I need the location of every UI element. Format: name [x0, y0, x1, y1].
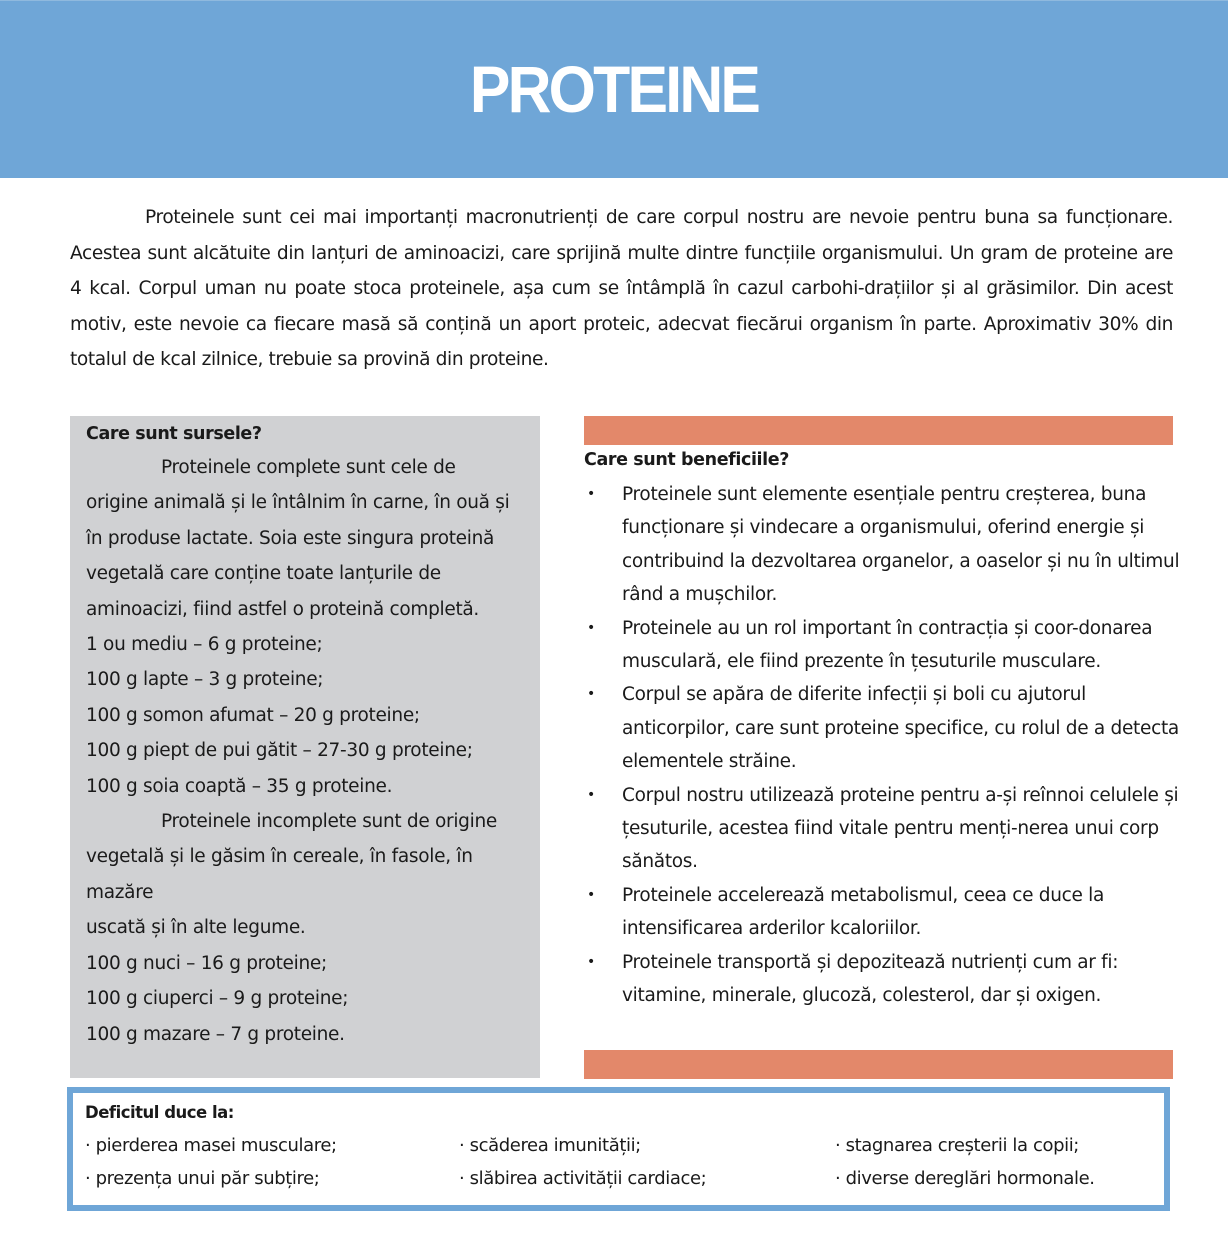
bullet-icon: • — [587, 953, 595, 970]
deficit-item: · slăbirea activității cardiace; — [459, 1168, 707, 1189]
benefit-item: • Proteinele au un rol important în contracția și coor-donarea musculară, ele fiind prezente în țesuturile musculare. — [584, 612, 1184, 679]
deficit-list — [85, 1129, 1152, 1195]
deficit-box — [67, 1087, 1170, 1211]
sources-line: uscată și în alte legume. — [86, 917, 306, 939]
sources-line: Proteinele incomplete sunt de origine — [161, 811, 497, 833]
benefits-top-bar — [584, 416, 1173, 445]
bullet-icon: • — [587, 686, 595, 703]
benefits-section — [584, 448, 1184, 1013]
sources-item: 100 g nuci – 16 g proteine; — [86, 952, 327, 974]
sources-line: vegetală care conține toate lanțurile de — [86, 563, 441, 585]
benefit-item: • Proteinele transportă și depozitează nutrienți cum ar fi: vitamine, minerale, glucoză, colesterol, dar și oxigen. — [584, 946, 1184, 1013]
benefit-item: • Proteinele sunt elemente esențiale pentru creșterea, buna funcționare și vindecare a organismului, oferind energie și contribuind la dezvoltarea organelor, a oaselor și nu în ultimul rând a mușchilor. — [584, 478, 1184, 612]
benefits-bottom-bar — [584, 1050, 1173, 1079]
benefits-heading: Care sunt beneficiile? — [584, 450, 789, 470]
sources-line: Proteinele complete sunt cele de — [161, 457, 456, 478]
sources-heading: Care sunt sursele? — [86, 424, 262, 444]
sources-line: vegetală și le găsim în cereale, în fasole, în — [86, 846, 473, 868]
benefit-item: • Corpul se apăra de diferite infecții și boli cu ajutorul anticorpilor, care sunt proteine specifice, cu rolul de a detecta elementele străine. — [584, 678, 1184, 778]
bullet-icon: • — [587, 486, 595, 502]
sources-line: aminoacizi, fiind astfel o proteină completă. — [86, 598, 480, 620]
bullet-icon: • — [587, 619, 595, 636]
sources-item: 1 ou mediu – 6 g proteine; — [86, 634, 323, 656]
sources-line: mazăre — [86, 881, 154, 903]
sources-box — [70, 416, 540, 1078]
deficit-item: · diverse dereglări hormonale. — [835, 1168, 1095, 1189]
sources-line: în produse lactate. Soia este singura proteină — [86, 527, 495, 549]
sources-line: origine animală și le întâlnim în carne, în ouă și — [86, 492, 510, 514]
bullet-icon: • — [587, 886, 595, 903]
sources-item: 100 g somon afumat – 20 g proteine; — [86, 704, 420, 726]
benefit-item: • Corpul nostru utilizează proteine pentru a-și reînnoi celulele și țesuturile, acestea fiind vitale pentru menți-nerea unui corp sănătos. — [584, 779, 1184, 879]
deficit-item: · pierderea masei musculare; — [85, 1135, 337, 1156]
sources-item: 100 g ciuperci – 9 g proteine; — [86, 988, 349, 1010]
deficit-item: · prezența unui păr subțire; — [85, 1168, 320, 1189]
sources-item: 100 g piept de pui gătit – 27-30 g proteine; — [86, 740, 473, 762]
intro-text: Proteinele sunt cei mai importanți macronutrienți de care corpul nostru are nevoie pentru buna sa funcționare. Acestea sunt alcătuite din lanțuri de aminoacizi, care sprijină multe dintre funcțiile organismului. Un gram de proteine are 4 kcal. Corpul uman nu poate stoca proteinele, așa cum se întâmplă în cazul carbohi-drațiilor și al grăsimilor. Din acest motiv, este nevoie ca fiecare masă să conțină un aport proteic, adecvat fiecărui organism în parte. Aproximativ 30% din totalul de kcal zilnice, trebuie sa provină din proteine. — [70, 207, 1173, 370]
benefit-item: • Proteinele accelerează metabolismul, ceea ce duce la intensificarea arderilor kcaloriilor. — [584, 879, 1184, 946]
sources-item: 100 g lapte – 3 g proteine; — [86, 669, 324, 691]
benefits-list — [584, 478, 1184, 1013]
bullet-icon: • — [587, 786, 595, 803]
deficit-heading: Deficitul duce la: — [85, 1103, 234, 1122]
sources-item: 100 g soia coaptă – 35 g proteine. — [86, 775, 393, 797]
sources-item: 100 g mazare – 7 g proteine. — [86, 1023, 345, 1045]
page-title: PROTEINE — [469, 52, 759, 126]
deficit-item: · stagnarea creșterii la copii; — [835, 1135, 1079, 1156]
deficit-item: · scăderea imunității; — [459, 1135, 641, 1156]
intro-paragraph — [70, 200, 1173, 378]
title-banner — [0, 0, 1228, 178]
